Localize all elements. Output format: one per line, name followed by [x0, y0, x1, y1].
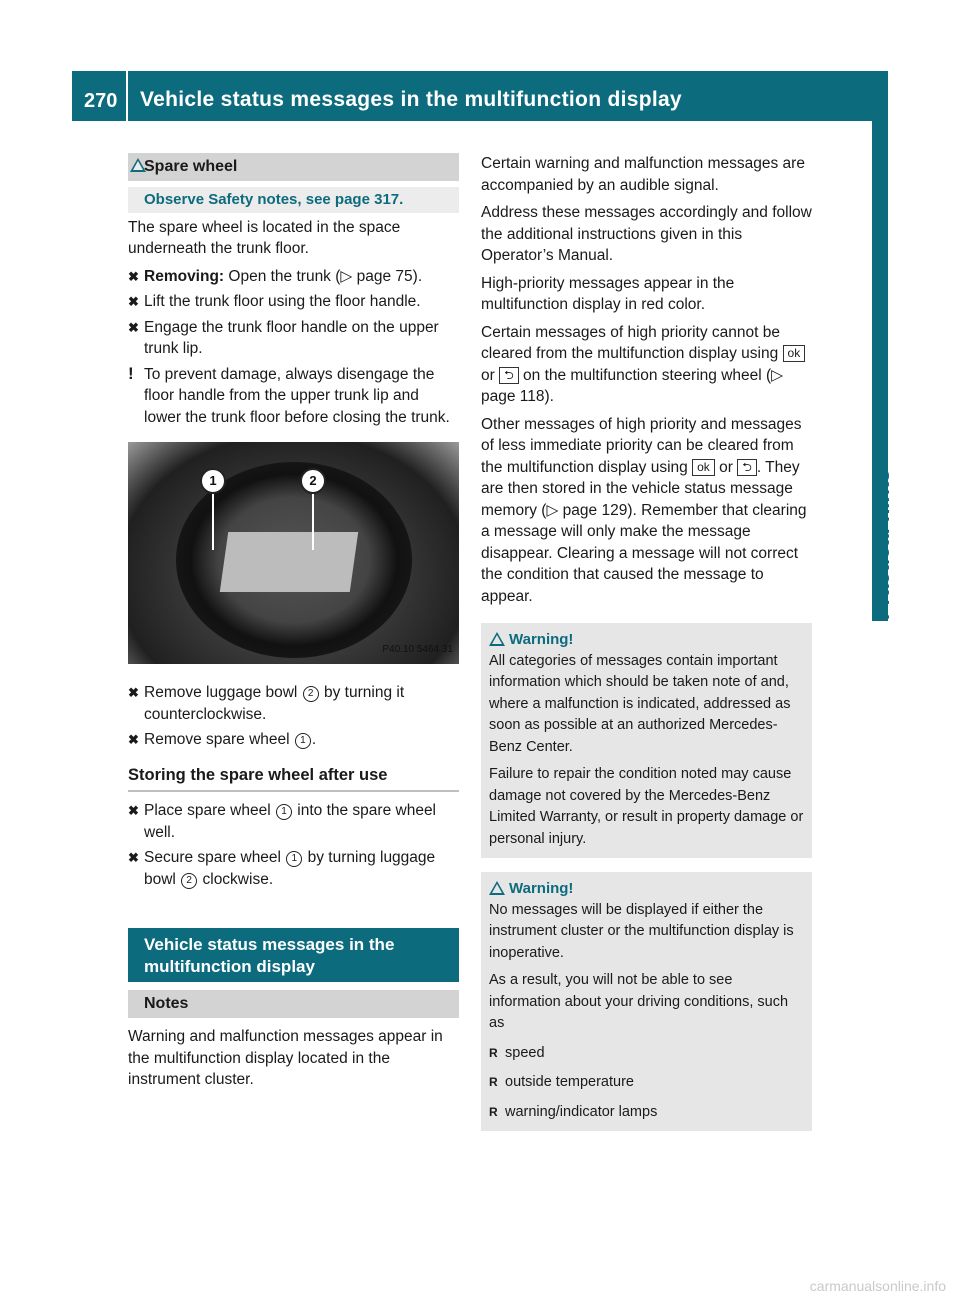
- page-number: 270: [84, 90, 118, 112]
- para-can-clear: Other messages of high priority and messages of less immediate priority can be cleared from the multifunction display using ok or ⮌ . They are then stored in the vehicle status message memory (▷ page 129). Remember that clearing a message will only make the message disappear. Clearing a message will not correct the condition that caused the message to appear.: [481, 415, 807, 605]
- step-arrow-icon: ✖: [128, 732, 139, 747]
- side-tab-label: Practical hints: [869, 469, 894, 620]
- para-high-priority: High-priority messages appear in the multifunction display in red color.: [481, 274, 735, 313]
- step-remove-wheel: ✖ Remove spare wheel 1 .: [128, 729, 459, 751]
- step-arrow-icon: ✖: [128, 685, 139, 700]
- spare-wheel-heading: Spare wheel: [128, 153, 459, 181]
- spare-wheel-intro: The spare wheel is located in the space underneath the trunk floor.: [128, 218, 401, 257]
- step-arrow-icon: ✖: [128, 268, 139, 284]
- bullet-icon: R: [489, 1075, 498, 1089]
- photo-code: P40.10 5464 31: [382, 643, 453, 655]
- warning-box-2: [481, 872, 812, 1131]
- callout-ref: 1: [295, 733, 311, 749]
- back-key-icon: ⮌: [499, 367, 519, 384]
- callout-2: 2: [300, 468, 326, 494]
- step-arrow-icon: ✖: [128, 294, 139, 309]
- ok-key-icon: ok: [692, 459, 715, 476]
- callout-ref: 2: [181, 873, 197, 889]
- step-secure-wheel: ✖ Secure spare wheel 1 by turning luggage bowl 2 clockwise.: [128, 849, 436, 888]
- warning-title-2: Warning!: [489, 878, 804, 900]
- para-audible: Certain warning and malfunction messages are accompanied by an audible signal.: [481, 155, 805, 194]
- left-column: [128, 153, 459, 1097]
- list-item: R warning/indicator lamps: [489, 1102, 804, 1124]
- ok-key-icon: ok: [783, 345, 806, 362]
- para-address: Address these messages accordingly and follow the additional instructions given in this Operator’s Manual.: [481, 204, 812, 264]
- callout-ref: 2: [303, 686, 319, 702]
- warning-icon: [489, 881, 505, 895]
- step-place-wheel: ✖ Place spare wheel 1 into the spare wheel well.: [128, 802, 437, 841]
- warning-icon: [489, 632, 505, 646]
- vsm-heading: Vehicle status messages in the multifunction display: [128, 928, 459, 982]
- step-arrow-icon: ✖: [128, 319, 139, 335]
- warning-icon: [130, 158, 146, 172]
- warning-1-text-2: Failure to repair the condition noted may cause damage not covered by the Mercedes-Benz Limited Warranty, or result in property damage or personal injury.: [489, 766, 804, 847]
- bullet-icon: R: [489, 1104, 498, 1119]
- warning-2-text-1: No messages will be displayed if either the instrument cluster or the multifunction display is inoperative.: [489, 901, 794, 961]
- header-divider: [126, 71, 128, 121]
- bullet-icon: R: [489, 1045, 498, 1060]
- callout-line-2: [312, 490, 314, 550]
- caution-note: ! To prevent damage, always disengage the floor handle from the upper trunk lip and lower the trunk floor before closing the trunk.: [128, 363, 450, 426]
- page-title: Vehicle status messages in the multifunction display: [140, 88, 682, 111]
- callout-1: 1: [200, 468, 226, 494]
- safety-note: Observe Safety notes, see page 317.: [128, 187, 459, 213]
- step-arrow-icon: ✖: [128, 803, 139, 818]
- step-remove-bowl: ✖ Remove luggage bowl 2 by turning it counterclockwise.: [128, 684, 405, 723]
- warning-box-1: [481, 623, 812, 858]
- list-item: R outside temperature: [489, 1072, 804, 1094]
- notes-text: Warning and malfunction messages appear in the multifunction display located in the instrument cluster.: [128, 1028, 443, 1088]
- warning-2-text-2: As a result, you will not be able to see information about your driving conditions, such as: [489, 972, 789, 1031]
- caution-icon: !: [128, 363, 134, 383]
- callout-ref: 1: [276, 804, 292, 820]
- luggage-bowl-shape: [220, 532, 358, 592]
- warning-title-1: Warning!: [489, 629, 804, 651]
- step-lift-floor: ✖ Lift the trunk floor using the floor handle.: [128, 291, 459, 313]
- step-engage-handle: ✖ Engage the trunk floor handle on the upper trunk lip.: [128, 318, 439, 357]
- storing-heading: Storing the spare wheel after use: [128, 765, 459, 793]
- spare-wheel-photo: [128, 442, 459, 664]
- callout-line-1: [212, 490, 214, 550]
- callout-ref: 1: [286, 851, 302, 867]
- para-cannot-clear: Certain messages of high priority cannot be cleared from the multifunction display using ok or ⮌ on the multifunction steering wheel (▷ page 118).: [481, 322, 812, 408]
- right-column: [481, 153, 812, 1145]
- back-key-icon: ⮌: [737, 459, 757, 476]
- step-arrow-icon: ✖: [128, 850, 139, 865]
- warning-1-text-1: All categories of messages contain important information which should be taken note of and, where a malfunction is indicated, addressed as soon as possible at an authorized Mercedes-Benz Center.: [489, 652, 791, 755]
- step-removing: ✖ Removing: Open the trunk (▷ page 75).: [128, 266, 459, 288]
- notes-heading: Notes: [128, 990, 459, 1018]
- watermark: carmanualsonline.info: [809, 1278, 946, 1294]
- list-item: R speed: [489, 1043, 804, 1065]
